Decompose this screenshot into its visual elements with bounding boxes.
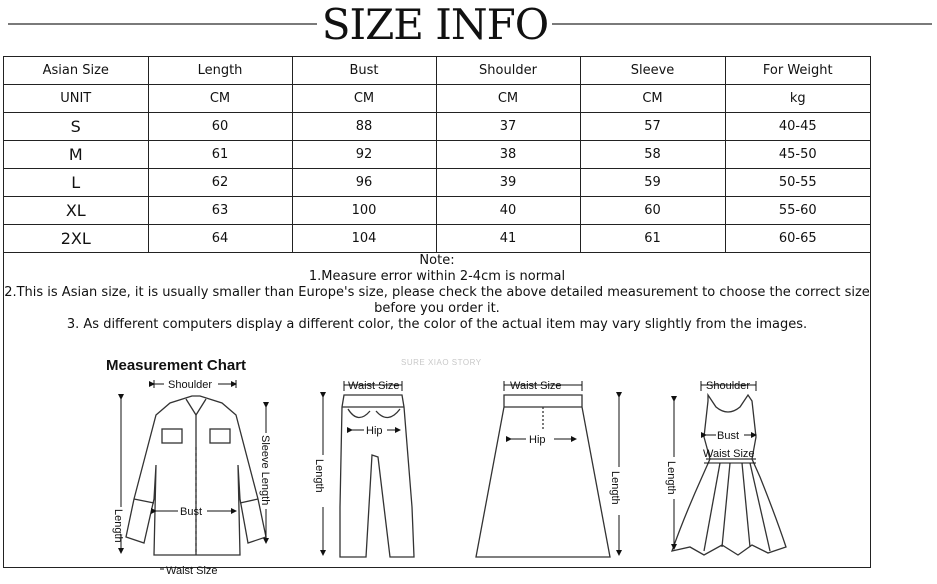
table-cell: 40-45: [725, 113, 870, 141]
title-divider-right: [552, 23, 932, 25]
size-table: [4, 57, 870, 253]
table-header-row: [4, 57, 870, 85]
table-cell: 37: [436, 113, 580, 141]
table-cell: 104: [292, 225, 436, 253]
skirt-length-label: Length: [609, 471, 621, 505]
table-cell: 100: [292, 197, 436, 225]
table-cell: 92: [292, 141, 436, 169]
table-header-cell: Sleeve: [580, 57, 725, 85]
table-cell: 41: [436, 225, 580, 253]
table-cell: 60: [148, 113, 292, 141]
shirt-shoulder-label: Shoulder: [168, 379, 213, 391]
table-row: [4, 225, 870, 253]
table-cell: 61: [580, 225, 725, 253]
table-header-cell: Length: [148, 57, 292, 85]
dress-diagram: [672, 395, 786, 555]
table-unit-cell: CM: [580, 85, 725, 113]
table-cell: 62: [148, 169, 292, 197]
table-cell: XL: [4, 197, 148, 225]
page-title: SIZE INFO: [321, 0, 549, 49]
table-unit-cell: CM: [292, 85, 436, 113]
table-row: [4, 141, 870, 169]
measurement-chart: [4, 347, 870, 577]
table-row: [4, 197, 870, 225]
dress-length-label: Length: [665, 461, 677, 495]
table-cell: 45-50: [725, 141, 870, 169]
table-unit-cell: CM: [436, 85, 580, 113]
measurement-chart-title: Measurement Chart: [106, 357, 247, 374]
dress-waist-label: Waist Size: [703, 448, 755, 460]
skirt-hip-label: Hip: [529, 434, 546, 446]
table-cell: 60-65: [725, 225, 870, 253]
table-cell: 58: [580, 141, 725, 169]
garment-diagrams: [4, 347, 870, 577]
table-cell: 55-60: [725, 197, 870, 225]
skirt-waist-label: Waist Size: [510, 380, 562, 392]
table-cell: 2XL: [4, 225, 148, 253]
table-cell: 61: [148, 141, 292, 169]
table-cell: 40: [436, 197, 580, 225]
size-info-frame: [3, 56, 871, 577]
dress-bust-label: Bust: [717, 430, 740, 442]
table-cell: 50-55: [725, 169, 870, 197]
table-header-cell: Asian Size: [4, 57, 148, 85]
note-line-1: 1.Measure error within 2-4cm is normal: [308, 269, 566, 284]
table-cell: L: [4, 169, 148, 197]
table-cell: 64: [148, 225, 292, 253]
table-header-cell: Shoulder: [436, 57, 580, 85]
table-unit-cell: CM: [148, 85, 292, 113]
watermark: SURE XIAO STORY: [401, 358, 482, 367]
table-row: [4, 169, 870, 197]
table-unit-cell: UNIT: [4, 85, 148, 113]
skirt-diagram: [476, 395, 610, 557]
shirt-waist-label: Waist Size: [166, 565, 218, 577]
table-cell: 63: [148, 197, 292, 225]
note-line-2: 2.This is Asian size, it is usually smaller than Europe's size, please check the above detailed measurement to choose the correct size before you order it.: [4, 285, 870, 316]
dress-shoulder-label: Shoulder: [706, 380, 751, 392]
table-cell: 88: [292, 113, 436, 141]
title-row: [0, 0, 937, 54]
table-unit-cell: kg: [725, 85, 870, 113]
pants-length-label: Length: [313, 459, 325, 493]
table-header-cell: For Weight: [725, 57, 870, 85]
table-cell: 96: [292, 169, 436, 197]
table-unit-row: [4, 85, 870, 113]
table-row: [4, 113, 870, 141]
notes-heading: Note:: [419, 253, 455, 268]
table-cell: 38: [436, 141, 580, 169]
pants-hip-label: Hip: [366, 425, 383, 437]
shirt-sleeve-label: Sleeve Length: [259, 435, 271, 506]
table-cell: 60: [580, 197, 725, 225]
pants-diagram: [340, 395, 414, 557]
notes: [4, 253, 870, 333]
table-header-cell: Bust: [292, 57, 436, 85]
table-cell: 57: [580, 113, 725, 141]
shirt-bust-label: Bust: [180, 506, 203, 518]
note-line-3: 3. As different computers display a different color, the color of the actual item may vary slightly from the images.: [66, 317, 808, 332]
table-cell: 39: [436, 169, 580, 197]
table-cell: S: [4, 113, 148, 141]
title-divider-left: [8, 23, 317, 25]
shirt-length-label: Length: [112, 509, 124, 543]
table-cell: M: [4, 141, 148, 169]
pants-waist-label: Waist Size: [348, 380, 400, 392]
table-cell: 59: [580, 169, 725, 197]
